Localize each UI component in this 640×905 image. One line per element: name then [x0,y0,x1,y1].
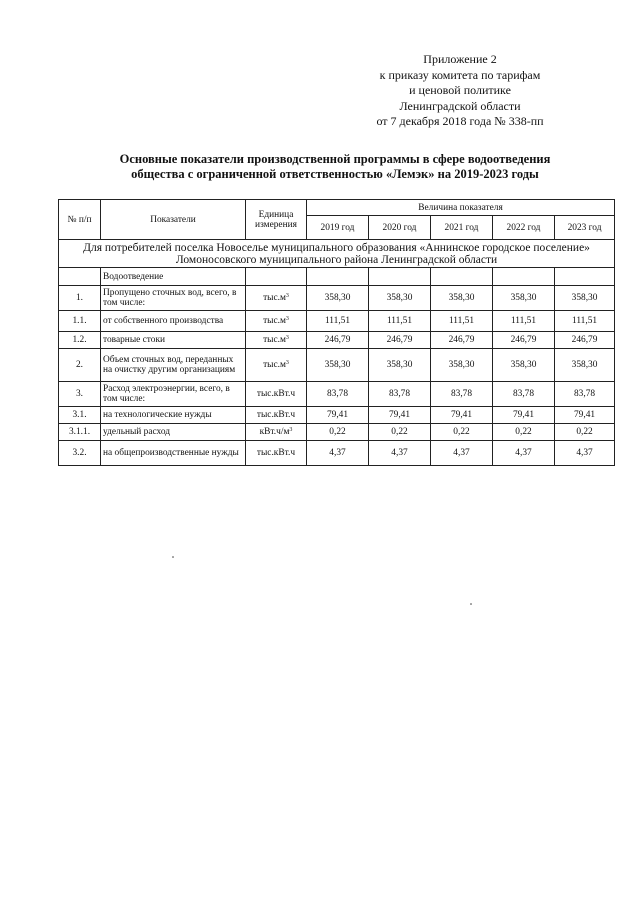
value-cell: 0,22 [369,424,431,441]
row-name: Объем сточных вод, переданных на очистку другим организациям [101,349,246,382]
value-cell: 79,41 [555,407,615,424]
section-row [59,240,615,268]
value-cell: 79,41 [307,407,369,424]
value-cell: 111,51 [307,311,369,332]
value-cell: 0,22 [555,424,615,441]
table-row [59,286,615,311]
value-cell: 4,37 [493,441,555,466]
row-unit [246,332,307,349]
unit-text: кВт.ч/м [259,427,290,437]
subsection-label: Водоотведение [101,268,246,286]
row-num: 1.2. [59,332,101,349]
empty-cell [307,268,369,286]
value-cell: 4,37 [555,441,615,466]
value-cell: 83,78 [307,382,369,407]
value-cell: 358,30 [307,349,369,382]
value-cell: 246,79 [431,332,493,349]
value-cell: 358,30 [555,286,615,311]
row-name: от собственного производства [101,311,246,332]
indicators-table [58,199,615,466]
row-num: 3.2. [59,441,101,466]
row-name: удельный расход [101,424,246,441]
value-cell: 4,37 [431,441,493,466]
header-indicators: Показатели [101,200,246,240]
table-row [59,311,615,332]
header-row [59,200,615,216]
header-year: 2020 год [369,216,431,240]
appendix-line: от 7 декабря 2018 года № 338-пп [376,114,544,128]
appendix-line: к приказу комитета по тарифам [379,67,541,82]
table-row [59,382,615,407]
row-unit [246,407,307,424]
header-year: 2019 год [307,216,369,240]
unit-text: тыс.м [263,335,286,345]
unit-superscript: 3 [285,335,289,341]
empty-cell [555,268,615,286]
row-num: 1. [59,286,101,311]
row-unit [246,286,307,311]
table-row [59,424,615,441]
section-label: Для потребителей поселка Новоселье муниципального образования «Аннинское городское поселение» Ломоносовского муниципального района Ленинградской области [59,240,615,268]
empty-cell [493,268,555,286]
value-cell: 111,51 [431,311,493,332]
header-num: № п/п [59,200,101,240]
row-unit [246,382,307,407]
row-num: 3. [59,382,101,407]
unit-text: тыс.м [263,293,286,303]
title-line: Основные показатели производственной программы в сфере водоотведения [119,152,551,166]
value-cell: 358,30 [307,286,369,311]
value-cell: 0,22 [307,424,369,441]
value-cell: 79,41 [493,407,555,424]
row-name: Расход электроэнергии, всего, в том числе: [101,382,246,407]
subsection-row [59,268,615,286]
value-cell: 358,30 [369,349,431,382]
value-cell: 79,41 [431,407,493,424]
empty-cell [431,268,493,286]
row-unit [246,424,307,441]
scan-speck [172,556,174,558]
value-cell: 4,37 [369,441,431,466]
value-cell: 83,78 [369,382,431,407]
header-year: 2023 год [555,216,615,240]
row-unit [246,311,307,332]
row-num: 3.1.1. [59,424,101,441]
value-cell: 358,30 [493,349,555,382]
value-cell: 111,51 [369,311,431,332]
value-cell: 246,79 [493,332,555,349]
table-row [59,332,615,349]
title-line: общества с ограниченной ответственностью «Лемэк» на 2019-2023 годы [131,167,539,181]
unit-text: тыс.м [263,316,286,326]
value-cell: 358,30 [493,286,555,311]
unit-text: тыс.кВт.ч [256,410,296,420]
empty-cell [369,268,431,286]
scan-speck [470,603,472,605]
document-title [60,152,610,182]
value-cell: 0,22 [431,424,493,441]
row-name: на общепроизводственные нужды [101,441,246,466]
unit-superscript: 3 [285,360,289,366]
value-cell: 83,78 [555,382,615,407]
value-cell: 246,79 [369,332,431,349]
row-unit [246,441,307,466]
unit-superscript: 3 [289,427,293,433]
header-value-group: Величина показателя [307,200,615,216]
header-year: 2021 год [431,216,493,240]
value-cell: 83,78 [493,382,555,407]
value-cell: 111,51 [555,311,615,332]
value-cell: 111,51 [493,311,555,332]
value-cell: 358,30 [369,286,431,311]
table-row [59,349,615,382]
header-year: 2022 год [493,216,555,240]
value-cell: 83,78 [431,382,493,407]
unit-text: тыс.м [263,360,286,370]
header-unit: Единица измерения [246,200,307,240]
appendix-line: Приложение 2 [423,52,497,66]
value-cell: 246,79 [555,332,615,349]
unit-superscript: 3 [285,316,289,322]
unit-text: тыс.кВт.ч [256,389,296,399]
value-cell: 79,41 [369,407,431,424]
row-name: на технологические нужды [101,407,246,424]
value-cell: 246,79 [307,332,369,349]
unit-superscript: 3 [285,293,289,299]
value-cell: 0,22 [493,424,555,441]
row-name: товарные стоки [101,332,246,349]
appendix-line: Ленинградской области [399,98,521,113]
row-num: 2. [59,349,101,382]
appendix-line: и ценовой политике [409,83,511,97]
row-name: Пропущено сточных вод, всего, в том числе: [101,286,246,311]
table-row [59,407,615,424]
empty-cell [246,268,307,286]
appendix-note [330,52,590,130]
value-cell: 358,30 [431,286,493,311]
row-num: 1.1. [59,311,101,332]
row-unit [246,349,307,382]
subsection-num-cell [59,268,101,286]
value-cell: 358,30 [555,349,615,382]
value-cell: 4,37 [307,441,369,466]
row-num: 3.1. [59,407,101,424]
table-row [59,441,615,466]
value-cell: 358,30 [431,349,493,382]
unit-text: тыс.кВт.ч [256,448,296,458]
